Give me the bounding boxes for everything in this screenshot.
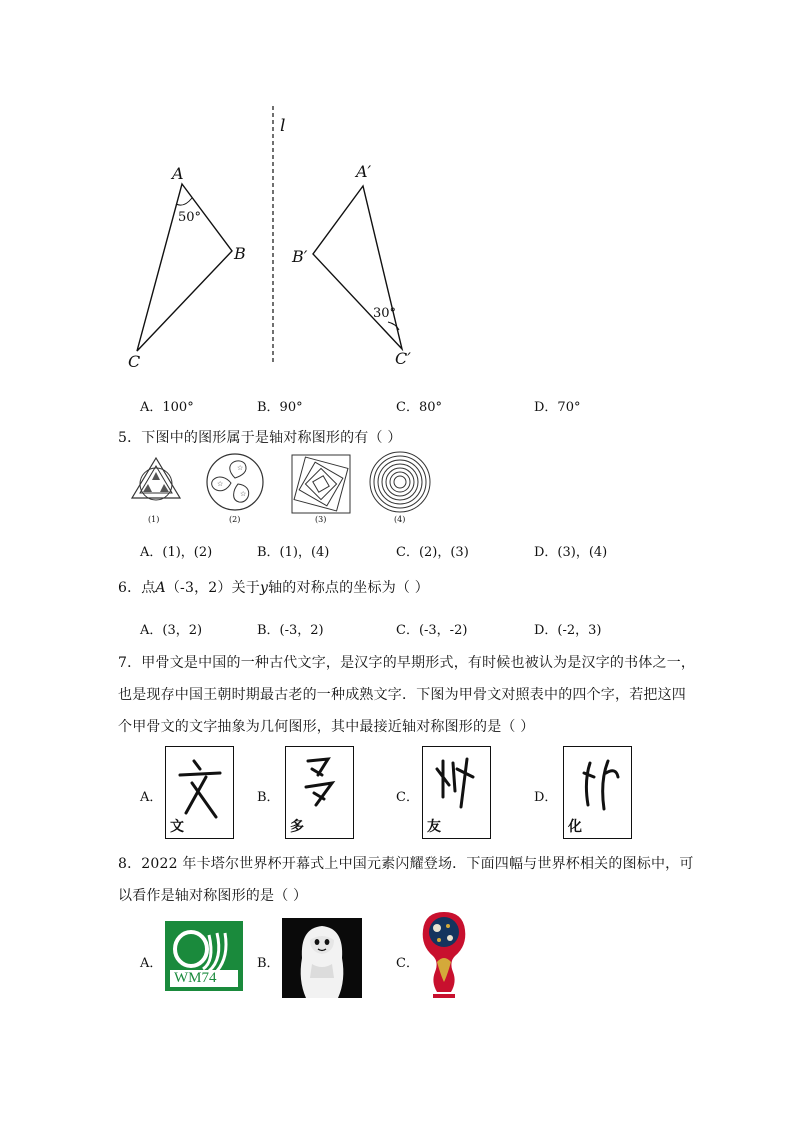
- q4-option-d[interactable]: D．70°: [534, 400, 581, 415]
- q7-line-2: 也是现存中国王朝时期最古老的一种成熟文字．下图为甲骨文对照表中的四个字，若把这四: [118, 687, 686, 703]
- q8-option-a-letter[interactable]: A．: [140, 956, 163, 971]
- angle-c-label: 30°: [373, 306, 397, 321]
- q4-option-b[interactable]: B．90°: [257, 400, 303, 415]
- q7-option-d-letter[interactable]: D．: [534, 790, 558, 805]
- q4-option-c[interactable]: C．80°: [396, 400, 442, 415]
- q7-line-3: 个甲骨文的文字抽象为几何图形，其中最接近轴对称图形的是（ ）: [118, 719, 535, 735]
- q6-option-c[interactable]: C．(-3，-2): [396, 623, 468, 638]
- figure-triquetra: [132, 458, 180, 500]
- q6-option-a[interactable]: A．(3，2): [140, 623, 203, 638]
- triangle-abc-prime: [313, 186, 402, 349]
- q7-line-1: 7．甲骨文是中国的一种古代文字，是汉字的早期形式，有时候也被认为是汉字的书体之一，: [118, 655, 696, 671]
- q7-option-c-letter[interactable]: C．: [396, 790, 419, 805]
- svg-text:☆: ☆: [240, 490, 247, 498]
- vertex-a: A: [172, 164, 184, 183]
- figure-concentric-circles: [370, 452, 430, 512]
- q6-axis: y: [259, 580, 269, 596]
- q8-option-b-letter[interactable]: B．: [257, 956, 280, 971]
- q8-line-1: 8．2022 年卡塔尔世界杯开幕式上中国元素闪耀登场．下面四幅与世界杯相关的图标中，可: [118, 856, 694, 872]
- figure-rotated-squares: [292, 455, 350, 513]
- q7-option-c-box[interactable]: [422, 746, 491, 839]
- svg-text:☆: ☆: [237, 464, 244, 472]
- q7-option-a-letter[interactable]: A．: [140, 790, 163, 805]
- q6-stem-mid: （-3，2）关于: [165, 580, 260, 596]
- svg-text:☆: ☆: [217, 480, 224, 488]
- q7-option-d-box[interactable]: [563, 746, 632, 839]
- vertex-c: C: [128, 352, 141, 371]
- char-hua: 化: [568, 819, 582, 835]
- q6-stem-post: 轴的对称点的坐标为（ ）: [268, 580, 429, 596]
- caption-2: (2): [229, 515, 241, 524]
- wm74-text: WM74: [174, 970, 217, 986]
- q7-option-a-box[interactable]: [165, 746, 234, 839]
- q5-option-b[interactable]: B．(1)，(4): [257, 545, 330, 560]
- wm74-logo[interactable]: [165, 921, 243, 991]
- q5-option-d[interactable]: D．(3)，(4): [534, 545, 608, 560]
- vertex-a-prime: A′: [356, 162, 372, 181]
- vertex-b: B: [234, 244, 246, 263]
- q4-option-a[interactable]: A．100°: [140, 400, 194, 415]
- line-label: l: [280, 116, 286, 136]
- vertex-c-prime: C′: [395, 349, 411, 368]
- world-cup-emblem[interactable]: [415, 910, 473, 1002]
- q6-stem: [118, 577, 429, 597]
- figure-bauhinia: [207, 454, 263, 510]
- char-wen: 文: [170, 819, 184, 835]
- q6-option-b[interactable]: B．(-3，2): [257, 623, 324, 638]
- q6-option-d[interactable]: D．(-2，3): [534, 623, 602, 638]
- q7-option-b-box[interactable]: [285, 746, 354, 839]
- caption-4: (4): [394, 515, 406, 524]
- q6-point: A: [155, 580, 166, 596]
- q8-line-2: 以看作是轴对称图形的是（ ）: [118, 888, 308, 904]
- angle-a-label: 50°: [178, 210, 202, 225]
- caption-3: (3): [315, 515, 327, 524]
- q6-stem-pre: 6．点: [118, 580, 156, 596]
- q5-stem: 5．下图中的图形属于是轴对称图形的有（ ）: [118, 430, 402, 446]
- q8-option-c-letter[interactable]: C．: [396, 956, 419, 971]
- q5-option-a[interactable]: A．(1)，(2): [140, 545, 213, 560]
- q5-option-c[interactable]: C．(2)，(3): [396, 545, 469, 560]
- q7-option-b-letter[interactable]: B．: [257, 790, 280, 805]
- caption-1: (1): [148, 515, 160, 524]
- laeeb-mascot-image[interactable]: [282, 918, 362, 998]
- char-you: 友: [427, 819, 441, 835]
- char-duo: 多: [290, 819, 304, 835]
- vertex-b-prime: B′: [292, 247, 308, 266]
